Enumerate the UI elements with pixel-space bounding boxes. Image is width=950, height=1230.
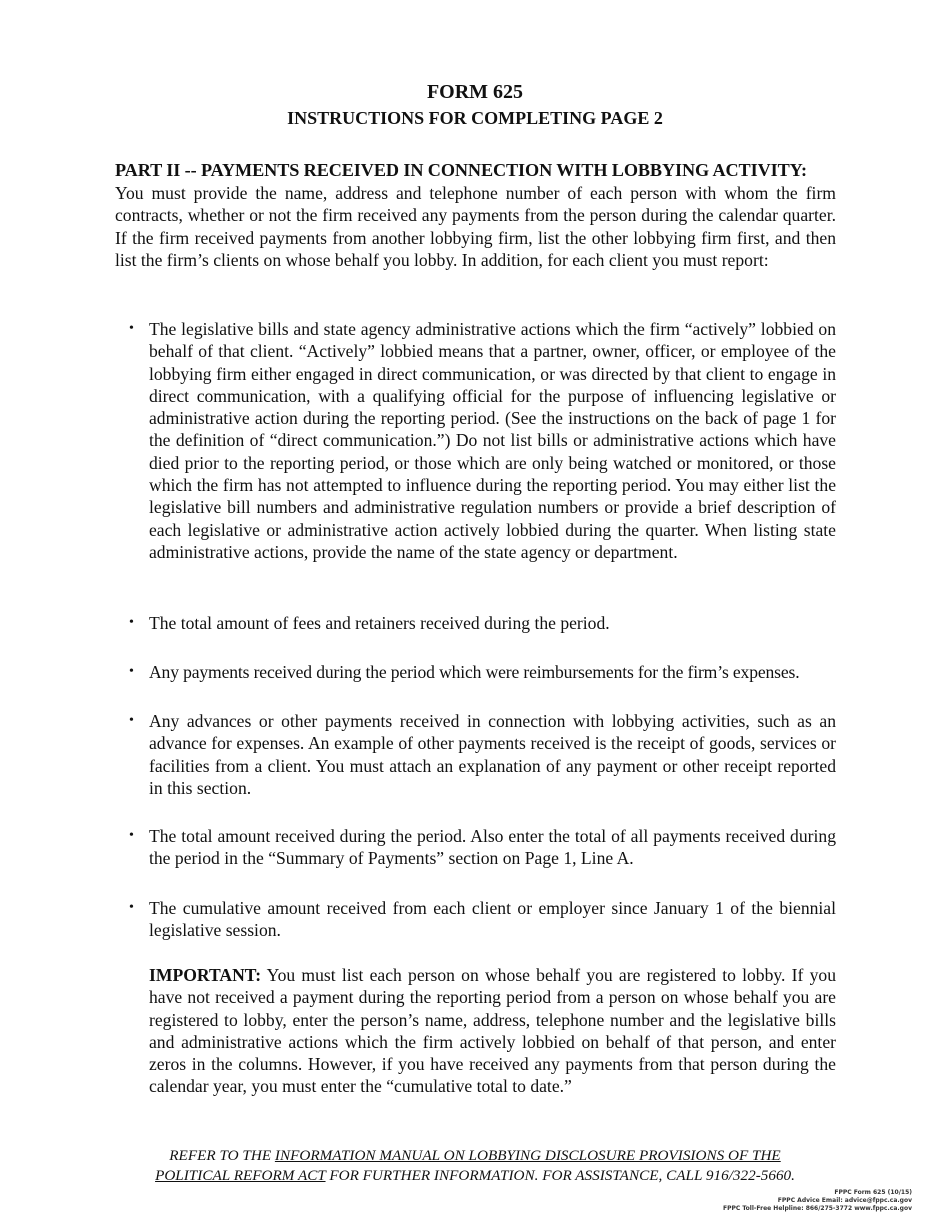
reference-note — [0, 1146, 950, 1185]
list-item-text: The legislative bills and state agency administrative actions which the firm “actively” lobbied on behalf of that client. “Actively” lobbied means that a partner, owner, officer, or employee of the lobbying firm either engaged in direct communication, or was directed by that client to engage in direct communication, with a qualifying official for the purpose of influencing legislative or administrative action during the reporting period. (See the instructions on the back of page 1 for the definition of “direct communication.”) Do not list bills or administrative actions which have died prior to the reporting period, or those which are only being watched or monitored, or those which the firm has not attempted to influence during the reporting period. You may either list the legislative bill numbers and administrative regulation numbers or provide a brief description of each legislative or administrative action actively lobbied during the quarter. When listing state administrative actions, provide the name of the state agency or department. — [149, 319, 836, 562]
fppc-contact-block — [723, 1189, 912, 1213]
refer-prefix: REFER TO THE — [169, 1147, 275, 1164]
bullet-icon: • — [129, 615, 134, 630]
bullet-icon: • — [129, 900, 134, 915]
refer-suffix: FOR FURTHER INFORMATION. FOR ASSISTANCE, CALL 916/322-5660. — [325, 1166, 795, 1184]
list-item-text: The total amount received during the period. Also enter the total of all payments received during the period in the “Summary of Payments” section on Page 1, Line A. — [149, 826, 836, 869]
bullet-icon: • — [129, 321, 134, 336]
advice-email: FPPC Advice Email: advice@fppc.ca.gov — [777, 1197, 912, 1204]
list-item-text: Any payments received during the period which were reimbursements for the firm’s expenses. — [149, 662, 800, 682]
list-item-fees-retainers — [129, 612, 836, 634]
form-title: FORM 625 — [426, 81, 524, 103]
bullet-icon: • — [129, 713, 134, 728]
important-label: IMPORTANT: — [149, 965, 262, 985]
section-heading-part-ii: PART II -- PAYMENTS RECEIVED IN CONNECTION WITH LOBBYING ACTIVITY: — [115, 160, 807, 180]
list-item-actively-lobbied — [129, 318, 836, 563]
list-item-cumulative-amount — [129, 897, 836, 942]
bullet-icon: • — [129, 828, 134, 843]
form-version: FPPC Form 625 (10/15) — [834, 1189, 912, 1196]
list-item-text: Any advances or other payments received in connection with lobbying activities, such as an advance for expenses. An example of other payments received is the receipt of goods, services or facilities from a client. You must attach an explanation of any payment or other receipt reported in this section. — [149, 711, 836, 798]
list-item-advances — [129, 710, 836, 799]
important-text: You must list each person on whose behalf you are registered to lobby. If you have not received a payment during the reporting period from a person on whose behalf you are registered to lobby, enter the person’s name, address, telephone number and the legislative bills and administrative actions which the firm actively lobbied on behalf of that person, and enter zeros in the columns. However, if you have received any payments from that person during the calendar year, you must enter the “cumulative total to date.” — [149, 965, 836, 1097]
bullet-icon: • — [129, 664, 134, 679]
page-subtitle: INSTRUCTIONS FOR COMPLETING PAGE 2 — [287, 108, 663, 128]
manual-title-line1: INFORMATION MANUAL ON LOBBYING DISCLOSURE PROVISIONS OF THE — [274, 1147, 781, 1164]
manual-title-line2: POLITICAL REFORM ACT — [155, 1166, 326, 1184]
list-item-total-received — [129, 825, 836, 870]
list-item-reimbursements — [129, 661, 836, 683]
important-note — [149, 964, 836, 1098]
helpline: FPPC Toll-Free Helpline: 866/275-3772 www.fppc.ca.gov — [723, 1205, 912, 1212]
list-item-text: The cumulative amount received from each client or employer since January 1 of the biennial legislative session. — [149, 898, 836, 941]
intro-paragraph: You must provide the name, address and telephone number of each person with whom the firm contracts, whether or not the firm received any payments from the person during the calendar quarter. If the firm received payments from another lobbying firm, list the other lobbying firm first, and then list the firm’s clients on whose behalf you lobby. In addition, for each client you must report: — [115, 183, 836, 270]
list-item-text: The total amount of fees and retainers received during the period. — [149, 613, 610, 633]
